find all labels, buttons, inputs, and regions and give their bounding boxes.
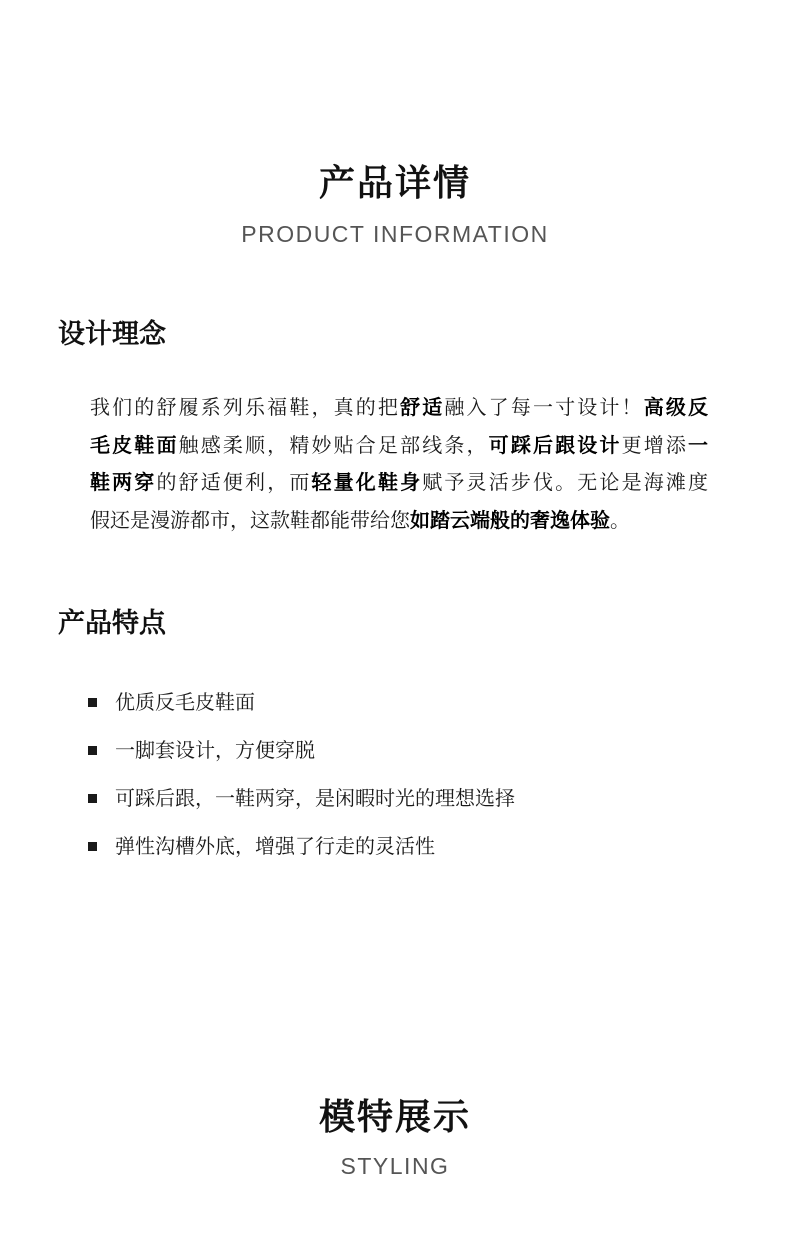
- list-item: [88, 678, 515, 726]
- body-text: 更增添: [621, 432, 689, 457]
- body-text: 假还是漫游都市，这款鞋都能带给您: [90, 507, 410, 532]
- design-concept-title: 设计理念: [58, 319, 166, 350]
- body-text: 我们的舒履系列乐福鞋，真的把: [90, 395, 401, 419]
- list-item: [88, 774, 515, 822]
- features-title: 产品特点: [58, 608, 166, 639]
- paragraph-line: [90, 427, 708, 465]
- feature-text: 可踩后跟，一鞋两穿，是闲暇时光的理想选择: [115, 786, 515, 810]
- emphasis-text: 毛皮鞋面: [90, 432, 179, 457]
- feature-text: 一脚套设计，方便穿脱: [115, 738, 315, 762]
- square-bullet-icon: [88, 842, 97, 851]
- body-text: 。: [610, 507, 630, 532]
- emphasis-text: 舒适: [400, 395, 445, 419]
- list-item: [88, 822, 515, 870]
- product-info-header: [0, 162, 790, 248]
- emphasis-text: 可踩后跟设计: [488, 432, 622, 457]
- body-text: 融入了每一寸设计！: [444, 395, 644, 419]
- product-info-title: 产品详情: [318, 163, 471, 204]
- paragraph-line: [90, 502, 708, 540]
- body-text: 的舒适便利，而: [156, 470, 312, 494]
- feature-text: 优质反毛皮鞋面: [115, 690, 255, 714]
- paragraph-line: [90, 389, 708, 427]
- styling-header: [0, 1096, 790, 1180]
- styling-title: 模特展示: [318, 1097, 471, 1138]
- emphasis-text: 如踏云端般的奢逸体验: [410, 507, 610, 532]
- square-bullet-icon: [88, 794, 97, 803]
- body-text: 赋予灵活步伐。无论是海滩度: [422, 470, 709, 494]
- emphasis-text: 鞋两穿: [90, 470, 157, 494]
- design-concept-paragraph: [90, 389, 708, 539]
- styling-subtitle: STYLING: [340, 1153, 450, 1179]
- features-list: [88, 678, 515, 870]
- feature-text: 弹性沟槽外底，增强了行走的灵活性: [115, 834, 435, 858]
- body-text: 触感柔顺，精妙贴合足部线条，: [178, 432, 489, 457]
- emphasis-text: 高级反: [643, 395, 709, 419]
- square-bullet-icon: [88, 698, 97, 707]
- product-info-subtitle: PRODUCT INFORMATION: [241, 221, 549, 247]
- list-item: [88, 726, 515, 774]
- emphasis-text: 轻量化鞋身: [311, 470, 423, 494]
- square-bullet-icon: [88, 746, 97, 755]
- emphasis-text: 一: [688, 432, 709, 457]
- paragraph-line: [90, 464, 708, 502]
